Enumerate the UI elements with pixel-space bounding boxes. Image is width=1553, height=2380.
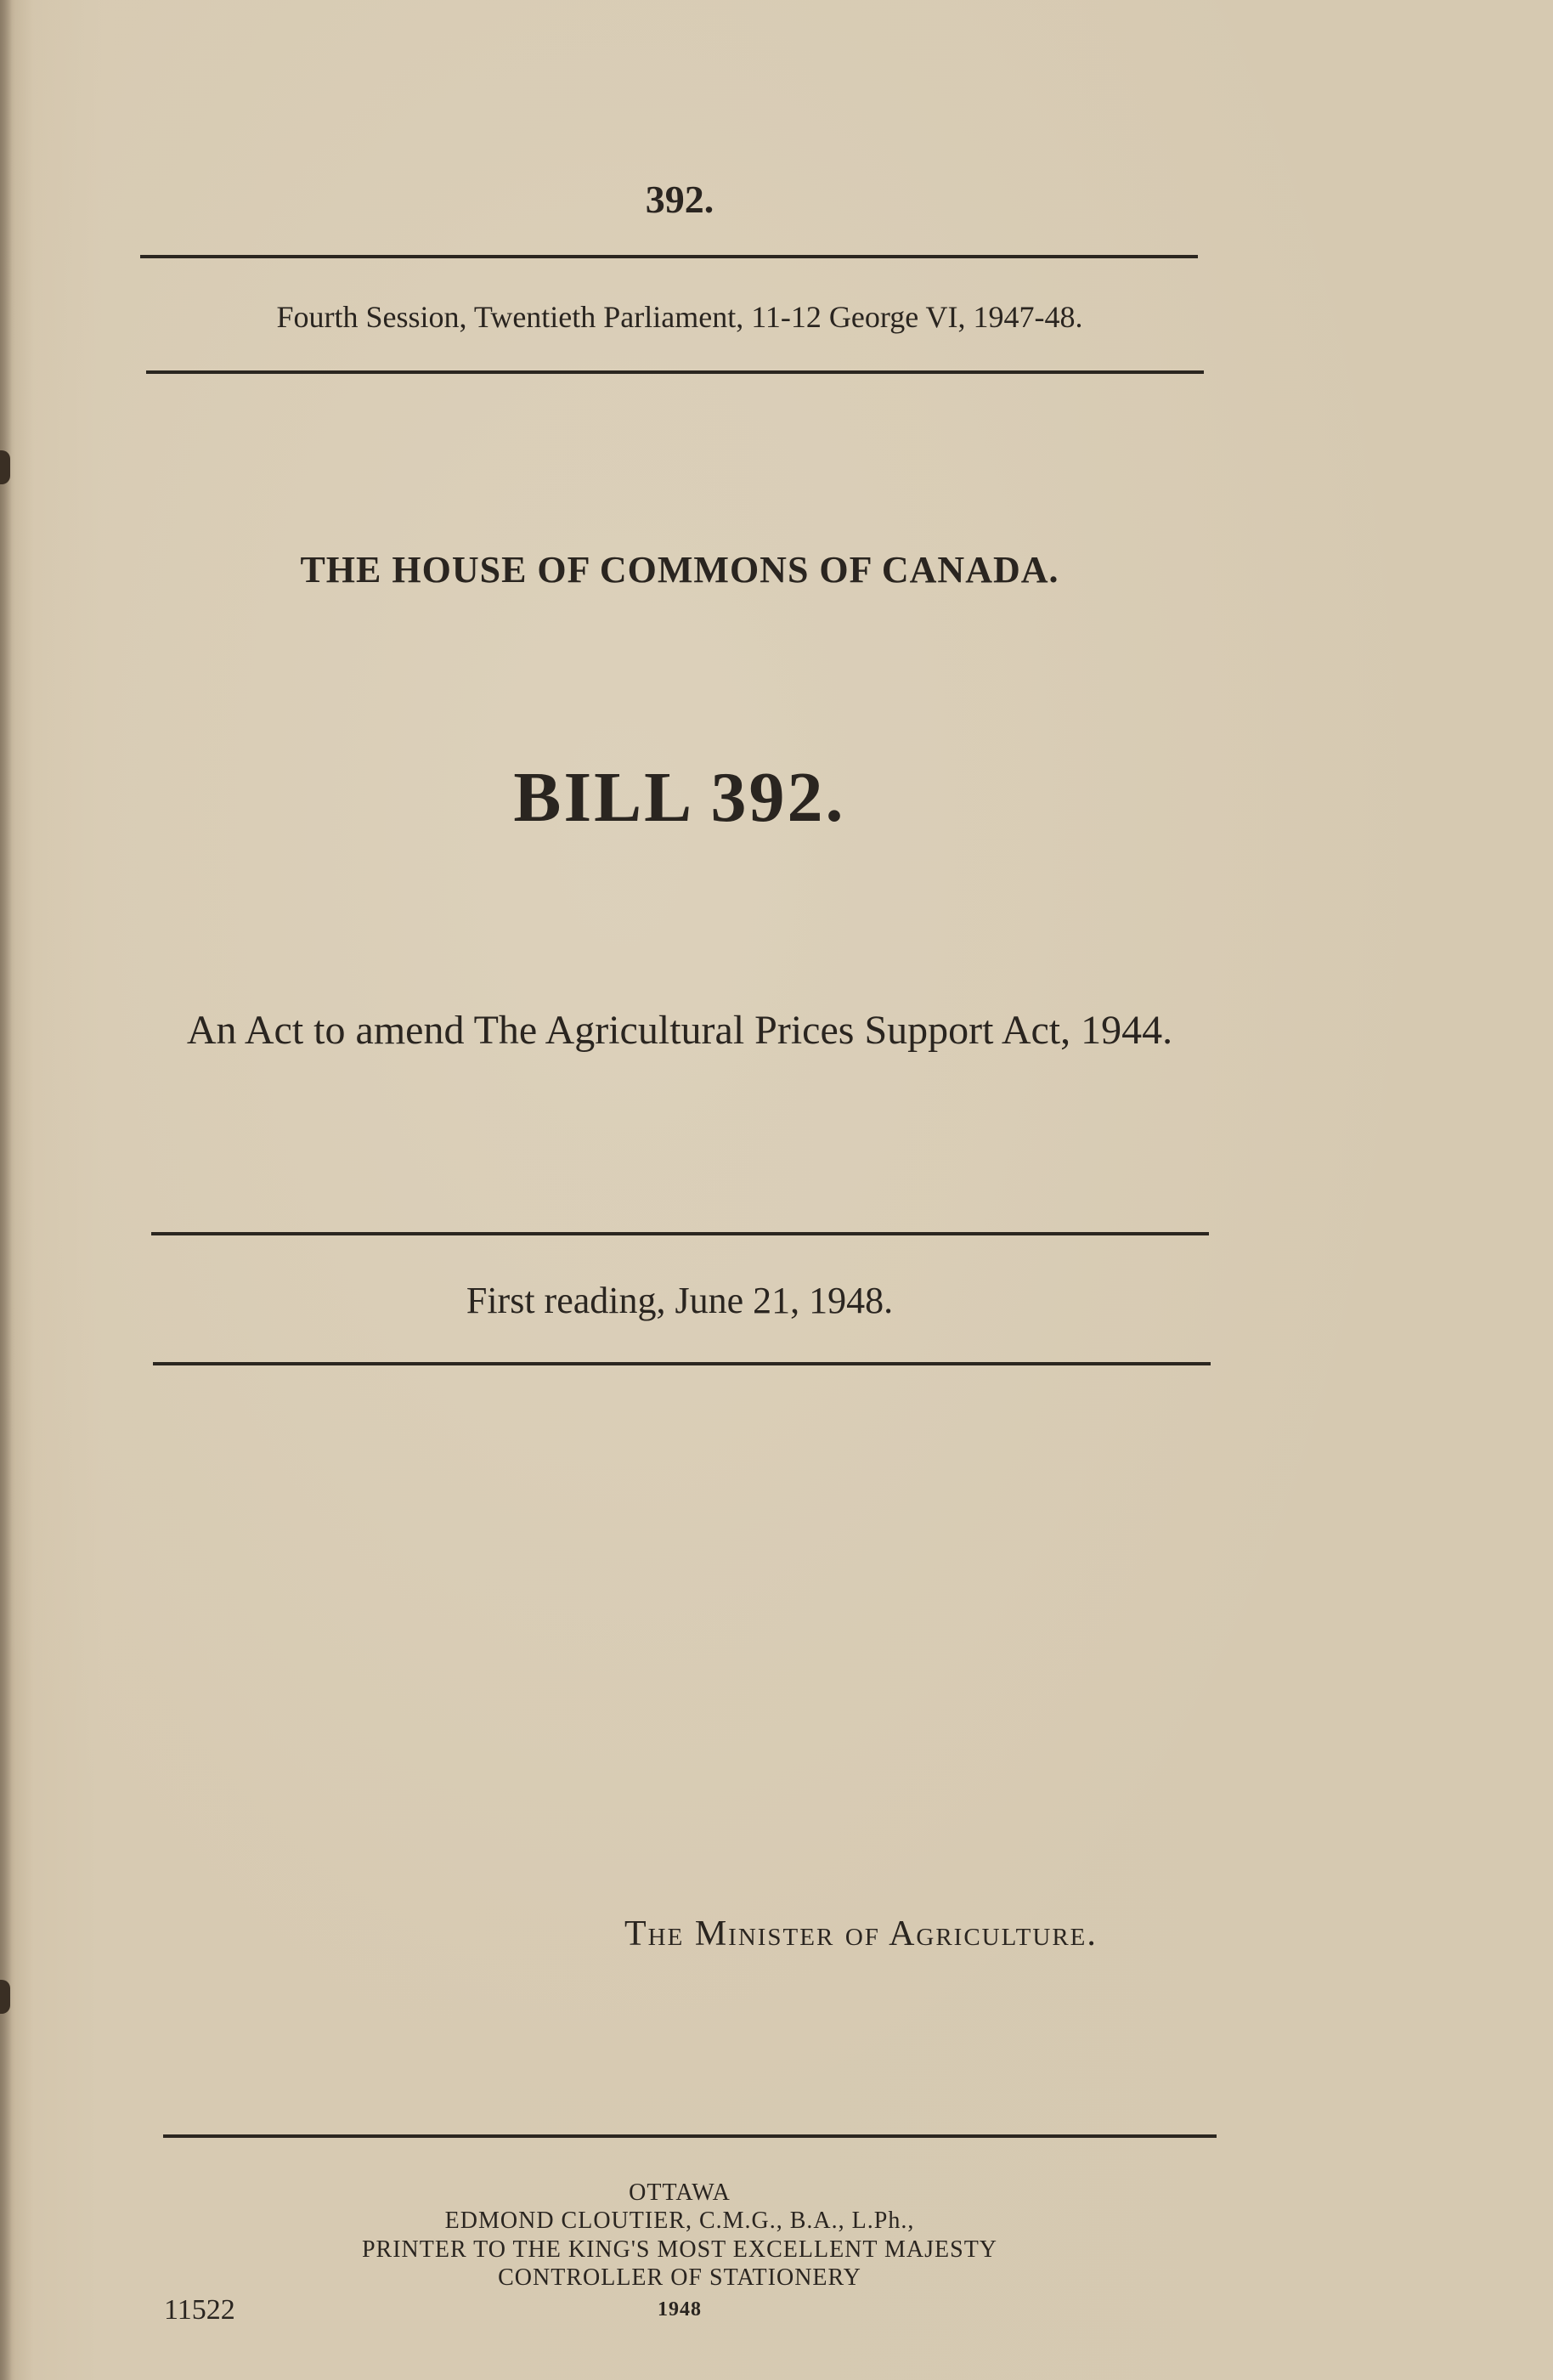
- rule-reading-bottom: [153, 1362, 1211, 1365]
- session-line: Fourth Session, Twentieth Parliament, 11-12 George VI, 1947-48.: [276, 300, 1083, 334]
- imprint-printer-name: EDMOND CLOUTIER, C.M.G., B.A., L.Ph.,: [444, 2208, 915, 2234]
- imprint-city: OTTAWA: [629, 2179, 731, 2206]
- binding-hole-top: [0, 450, 10, 484]
- imprint-printer-title: PRINTER TO THE KING'S MOST EXCELLENT MAJESTY: [361, 2236, 998, 2263]
- document-number: 11522: [164, 2294, 235, 2326]
- first-reading: First reading, June 21, 1948.: [466, 1280, 894, 1321]
- binding-hole-bottom: [0, 1980, 10, 2014]
- page-number: 392.: [645, 178, 714, 221]
- rule-top-2: [146, 370, 1204, 374]
- rule-top-1: [140, 255, 1198, 258]
- house-title: THE HOUSE OF COMMONS OF CANADA.: [300, 549, 1059, 591]
- imprint-controller: CONTROLLER OF STATIONERY: [498, 2264, 861, 2291]
- imprint-year: 1948: [658, 2298, 702, 2321]
- sponsor-minister: The Minister of Agriculture.: [624, 1914, 1098, 1953]
- page-spine-shadow: [0, 0, 12, 2380]
- rule-reading-top: [151, 1232, 1209, 1235]
- bill-title: BILL 392.: [513, 758, 846, 837]
- act-title: An Act to amend The Agricultural Prices Support Act, 1944.: [186, 1008, 1173, 1053]
- rule-imprint: [163, 2134, 1217, 2138]
